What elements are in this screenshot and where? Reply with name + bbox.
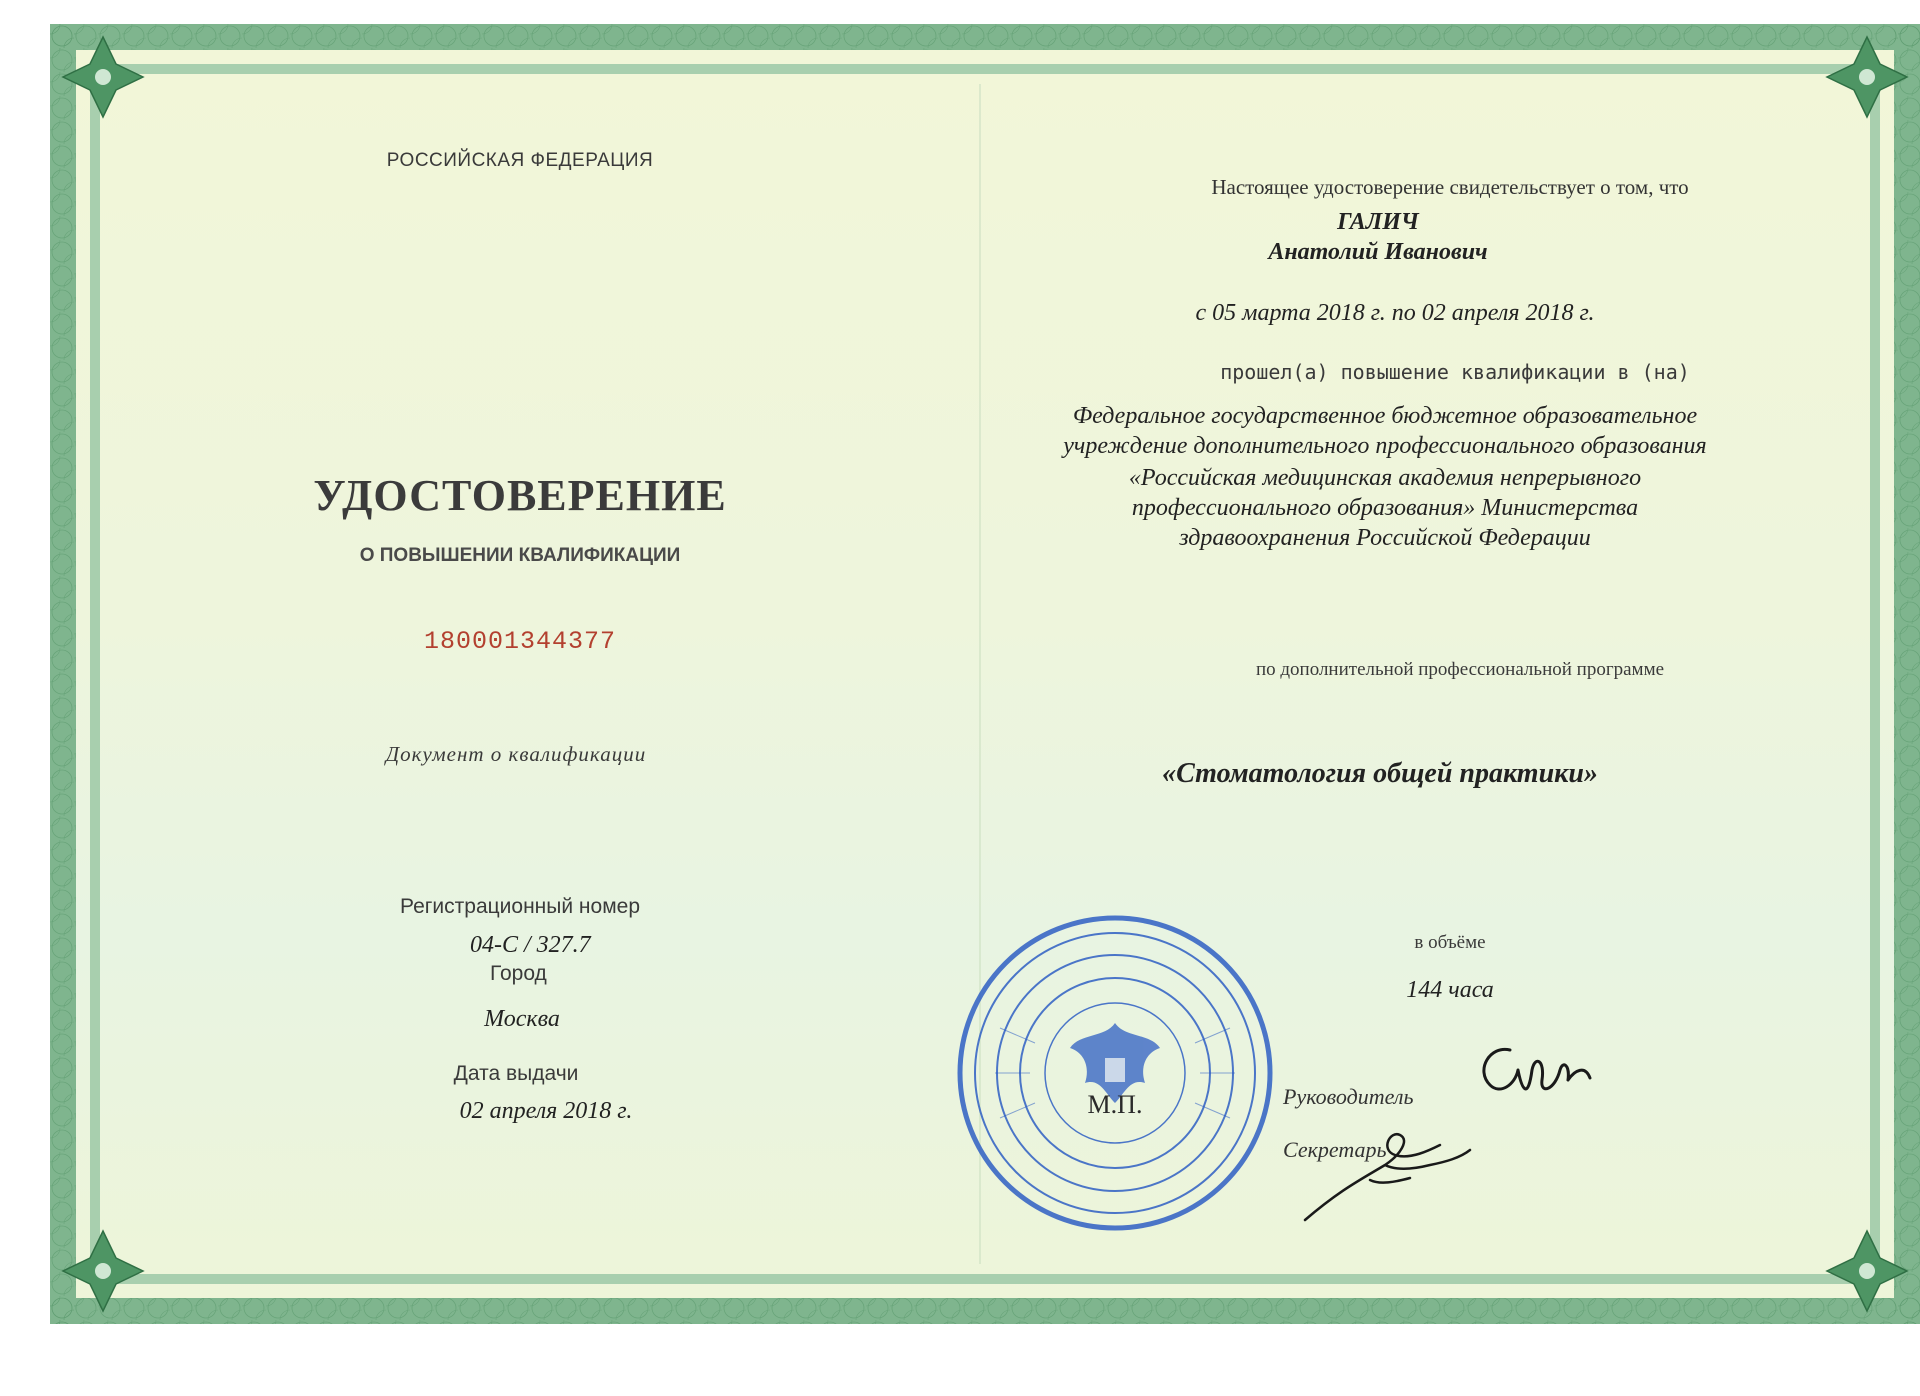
institution-line: здравоохранения Российской Федерации (1179, 525, 1591, 551)
training-period: с 05 марта 2018 г. по 02 апреля 2018 г. (1195, 300, 1595, 326)
corner-ornament-icon (58, 1226, 148, 1316)
corner-ornament-icon (1822, 1226, 1912, 1316)
official-seal (940, 908, 1290, 1238)
secretary-signature (1300, 1120, 1480, 1230)
holder-surname: ГАЛИЧ (1337, 209, 1419, 235)
corner-ornament-icon (58, 32, 148, 122)
program-name: «Стоматология общей практики» (1162, 758, 1598, 789)
registration-number: 04-С / 327.7 (470, 932, 591, 958)
document-title: УДОСТОВЕРЕНИЕ (313, 471, 727, 520)
head-signature (1470, 1030, 1610, 1120)
registration-label: Регистрационный номер (400, 895, 640, 918)
institution-line: «Российская медицинская академия непрерывного (1128, 465, 1642, 491)
document-type: Документ о квалификации (385, 742, 647, 766)
city-label: Город (490, 962, 547, 985)
issue-date-label: Дата выдачи (453, 1062, 579, 1085)
passed-statement: прошел(а) повышение квалификации в (на) (1220, 360, 1690, 384)
country-heading: РОССИЙСКАЯ ФЕДЕРАЦИЯ (386, 150, 654, 171)
head-signature-label: Руководитель (1283, 1084, 1414, 1109)
volume-value: 144 часа (1406, 977, 1494, 1003)
document-subtitle: О ПОВЫШЕНИИ КВАЛИФИКАЦИИ (359, 545, 681, 566)
secretary-signature-label: Секретарь (1283, 1137, 1387, 1162)
document-number: 180001344377 (423, 627, 617, 656)
stamp-mark: М.П. (1087, 1090, 1143, 1119)
institution-line: учреждение дополнительного профессионального образования (1063, 433, 1707, 459)
institution-line: Федеральное государственное бюджетное образовательное (1072, 403, 1698, 429)
city-value: Москва (484, 1006, 560, 1032)
holder-given-names: Анатолий Иванович (1268, 239, 1488, 265)
corner-ornament-icon (1822, 32, 1912, 122)
intro-text: Настоящее удостоверение свидетельствует о том, что (1211, 175, 1689, 199)
program-label: по дополнительной профессиональной программе (1255, 659, 1665, 680)
institution-line: профессионального образования» Министерства (1131, 495, 1639, 521)
volume-label: в объёме (1414, 932, 1486, 953)
issue-date: 02 апреля 2018 г. (459, 1098, 633, 1124)
